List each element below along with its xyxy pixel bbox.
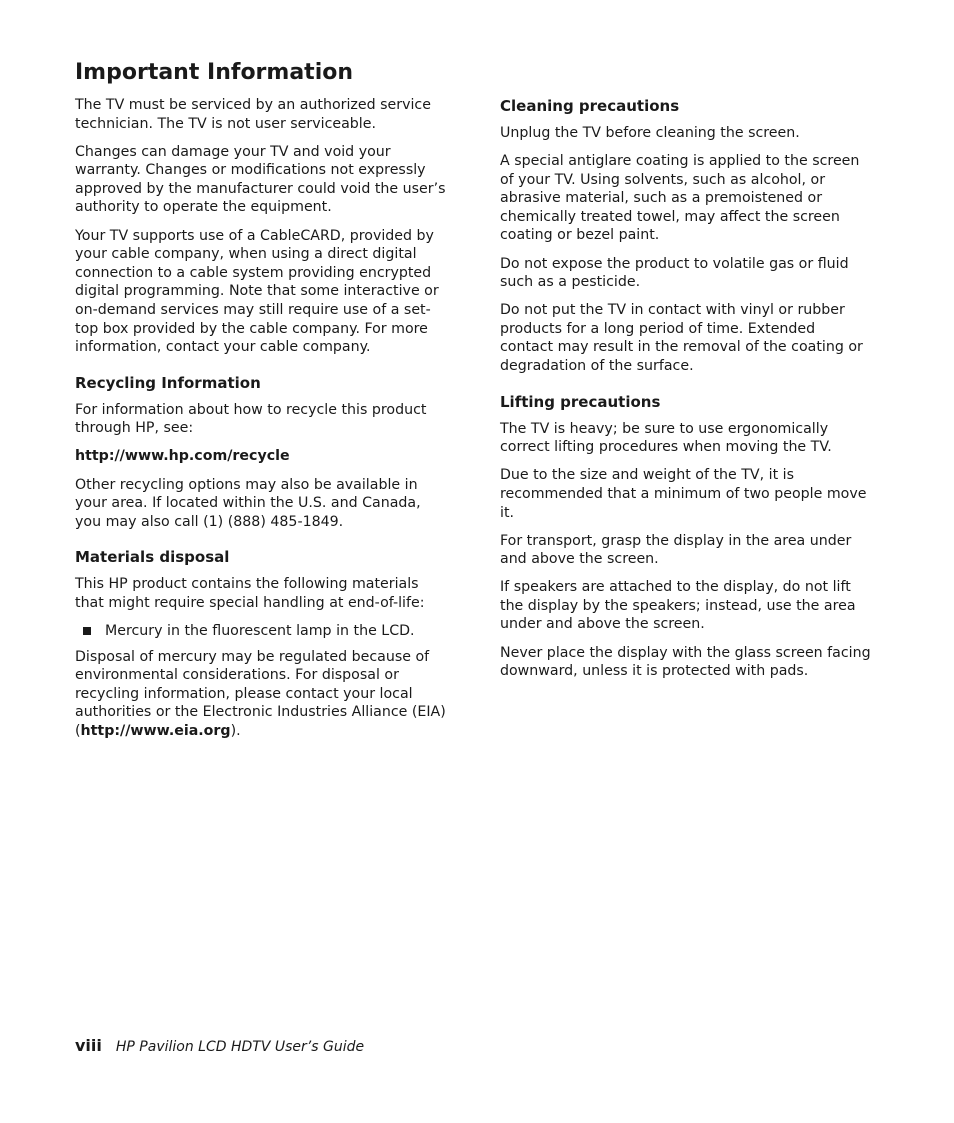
changes-paragraph: Changes can damage your TV and void your warranty. Changes or modifications not expressly approved by the manufacturer could void the user’s authority to operate the equipment. (75, 143, 446, 216)
guide-title: HP Pavilion LCD HDTV User’s Guide (115, 1039, 365, 1055)
page-title: Important Information (75, 60, 354, 85)
materials-heading: Materials disposal (75, 548, 230, 567)
recycling-paragraph: For information about how to recycle this product through HP, see: (75, 401, 427, 437)
lifting-paragraph-1: The TV is heavy; be sure to use ergonomically correct lifting procedures when moving the TV. (500, 420, 832, 456)
left-column (75, 96, 447, 750)
service-paragraph: The TV must be serviced by an authorized service technician. The TV is not user serviceable. (75, 97, 431, 132)
materials-list-item (75, 622, 447, 641)
mercury-disposal-text: Disposal of mercury may be regulated because of environmental considerations. For disposal or recycling information, please contact your local authorities or the Electronic Industries Alliance (EIA) ( (75, 648, 446, 739)
recycling-heading: Recycling Information (75, 373, 261, 392)
cablecard-paragraph: Your TV supports use of a CableCARD, provided by your cable company, when using a direct digital connection to a cable system providing encrypted digital programming. Note that some interactive or on-demand services may still require use of a set-top box provided by the cable company. For more information, contact your cable company. (75, 227, 439, 356)
cleaning-heading: Cleaning precautions (500, 97, 680, 115)
lifting-paragraph-2: Due to the size and weight of the TV, it is recommended that a minimum of two people move it. (500, 467, 867, 521)
recycling-options-paragraph: Other recycling options may also be available in your area. If located within the U.S. and Canada, you may also call (1) (888) 485-1849. (75, 476, 421, 530)
square-bullet-icon (83, 627, 91, 635)
lifting-paragraph-3: For transport, grasp the display in the area under and above the screen. (500, 532, 852, 568)
right-column (500, 96, 872, 690)
cleaning-paragraph-4: Do not put the TV in contact with vinyl or rubber products for a long period of time. Extended contact may result in the removal of the coating or degradation of the surface. (500, 302, 863, 375)
cleaning-paragraph-3: Do not expose the product to volatile gas or fluid such as a pesticide. (500, 255, 849, 291)
eia-link[interactable]: http://www.eia.org (80, 722, 231, 739)
cleaning-paragraph-2: A special antiglare coating is applied to the screen of your TV. Using solvents, such as alcohol, or abrasive material, such as a premoistened or chemically treated towel, may affect the screen coating or bezel paint. (500, 153, 860, 244)
lifting-heading: Lifting precautions (500, 392, 661, 411)
mercury-disposal-paragraph (75, 648, 447, 741)
page-number: viii (75, 1036, 102, 1055)
lifting-paragraph-5: Never place the display with the glass screen facing downward, unless it is protected with pads. (500, 644, 871, 680)
materials-paragraph: This HP product contains the following materials that might require special handling at end-of-life: (75, 576, 425, 611)
mercury-disposal-text-end: ). (230, 722, 241, 739)
materials-list-item-text: Mercury in the fluorescent lamp in the LCD. (105, 622, 415, 639)
lifting-paragraph-4: If speakers are attached to the display, do not lift the display by the speakers; instead, use the area under and above the screen. (500, 579, 856, 633)
cleaning-paragraph-1: Unplug the TV before cleaning the screen. (500, 125, 800, 141)
page-footer (75, 1036, 364, 1055)
recycle-link[interactable]: http://www.hp.com/recycle (75, 448, 290, 465)
